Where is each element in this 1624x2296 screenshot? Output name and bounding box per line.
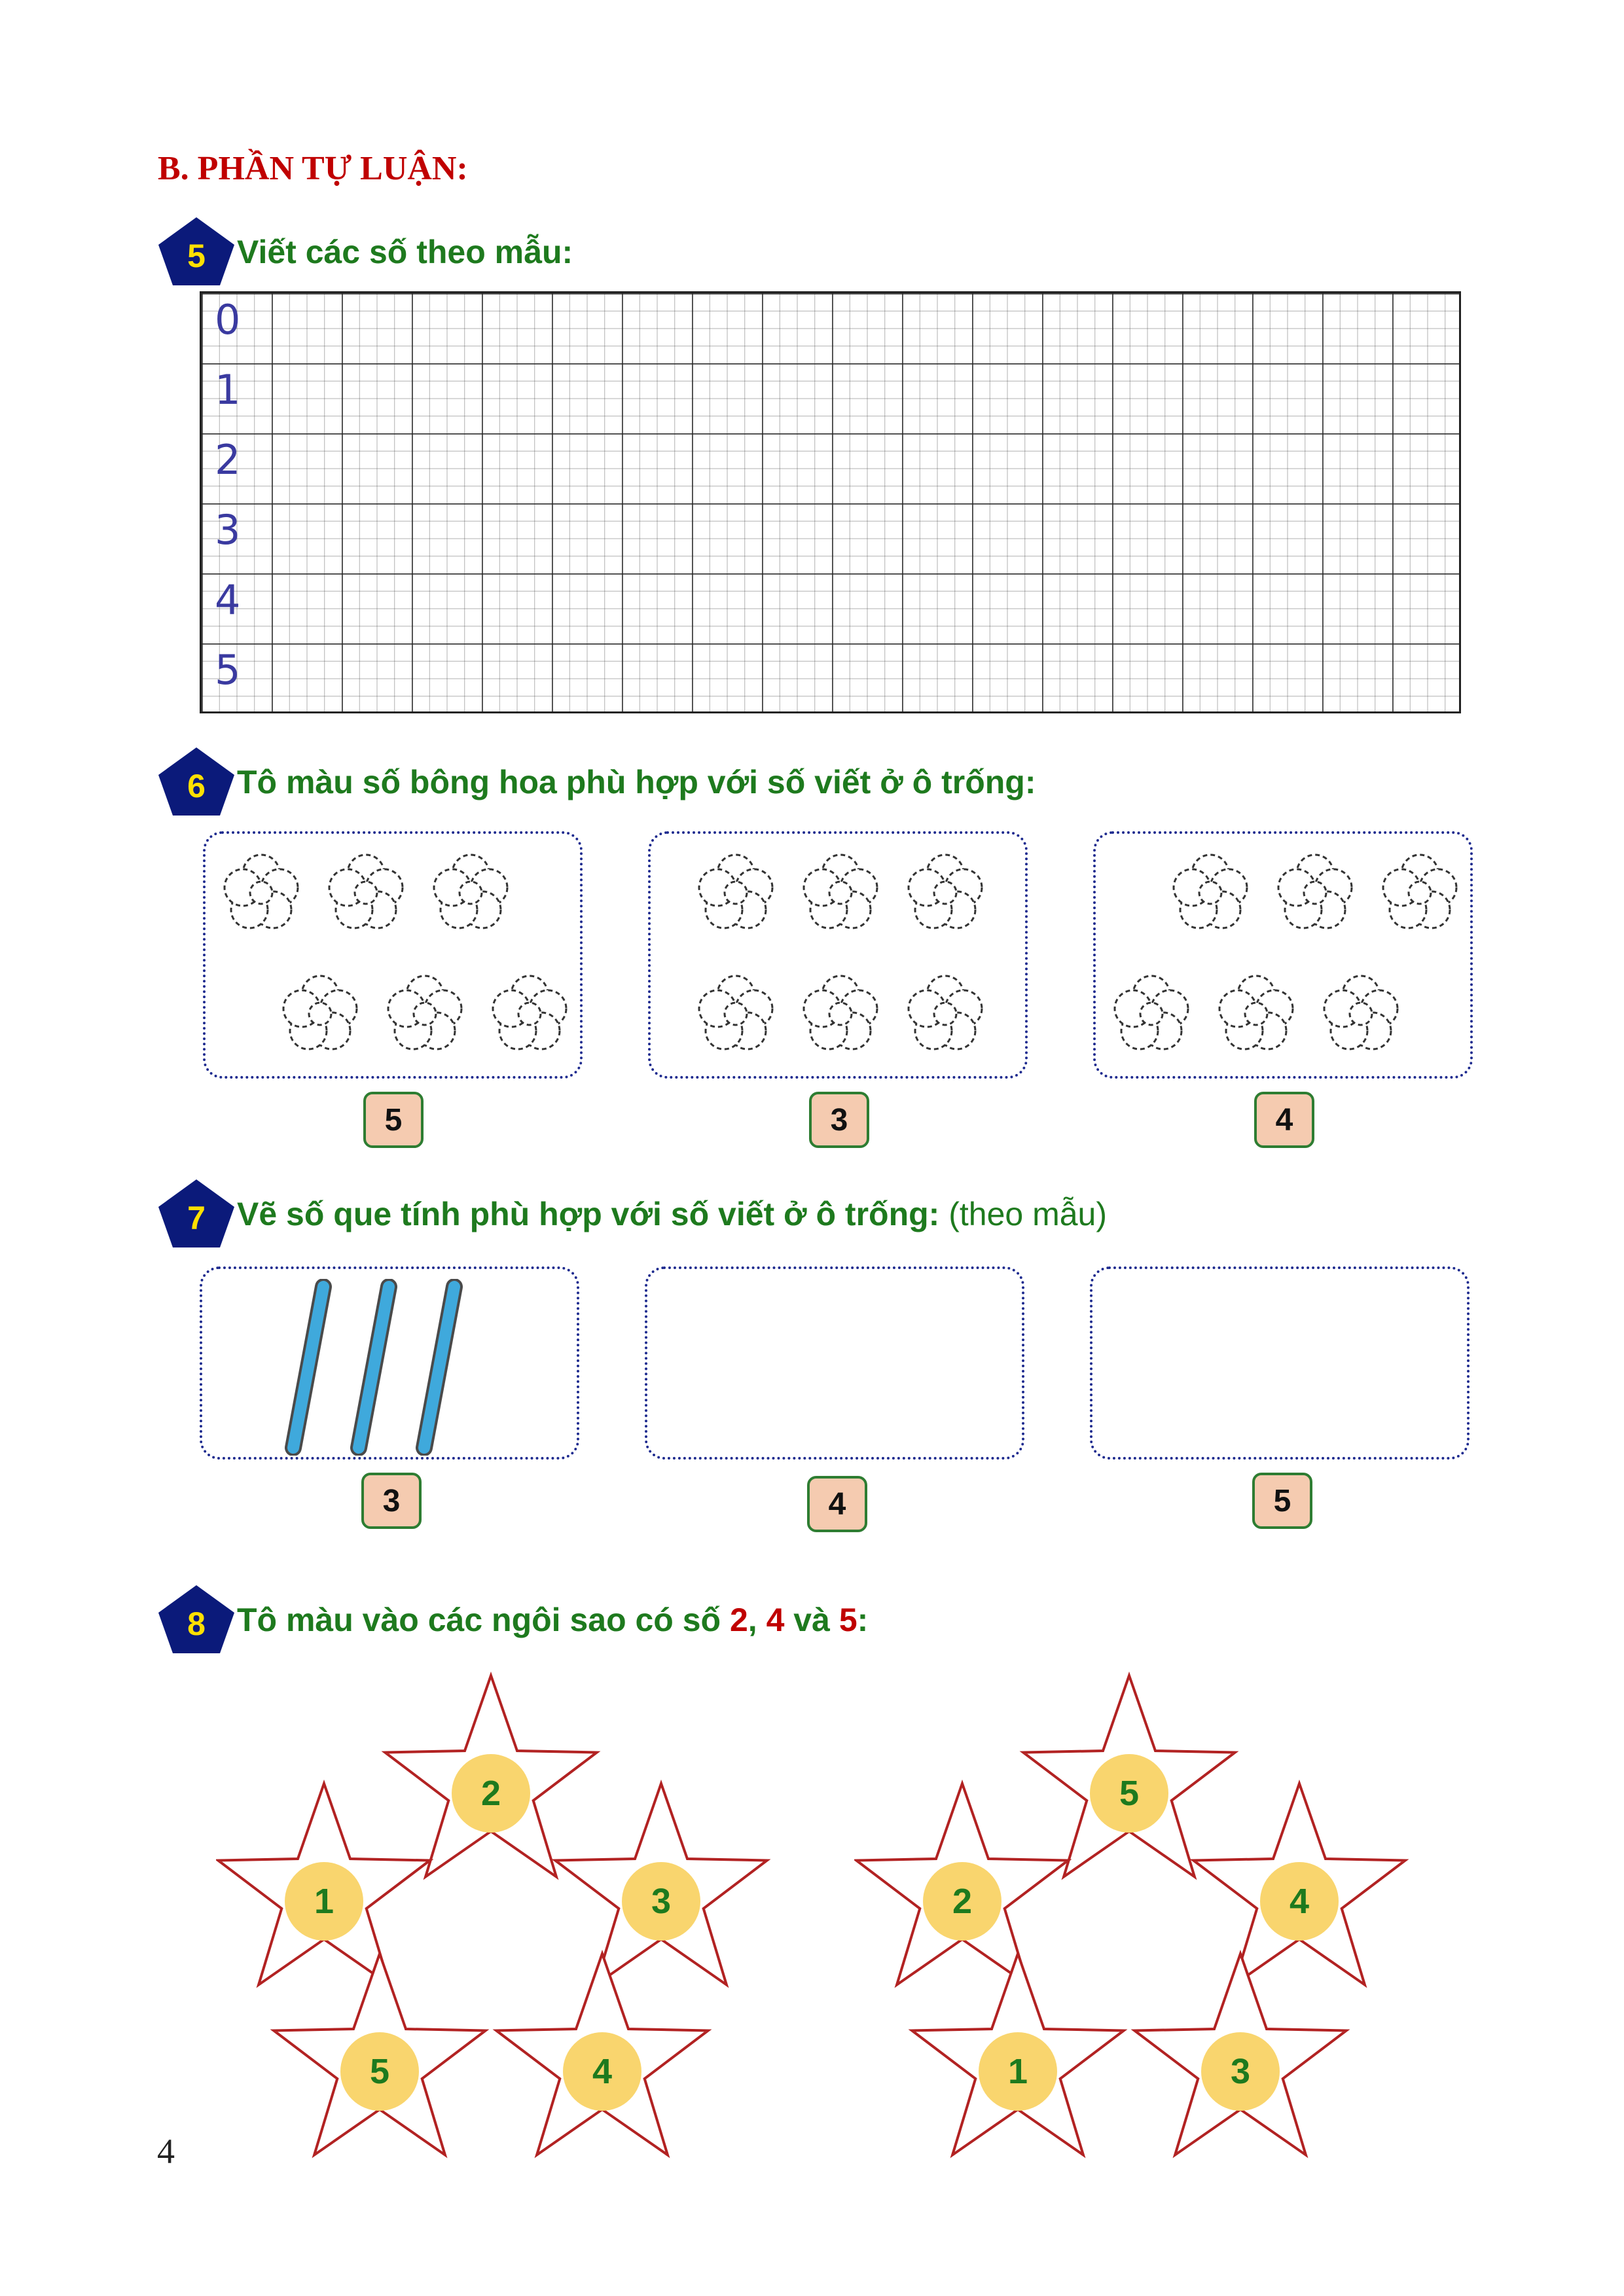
flower-icon [690,968,782,1060]
flower-box-2[interactable] [648,831,1028,1079]
flower-icon [274,968,366,1060]
flower-icon [795,968,886,1060]
flower-box-3[interactable] [1093,831,1473,1079]
section-heading: B. PHẦN TỰ LUẬN: [158,150,468,187]
q8-number-2: 2 [729,1602,748,1638]
flower-icon [379,968,471,1060]
counting-stick-icon [350,1279,399,1456]
flower-icon [1374,847,1466,939]
star-number: 4 [592,2052,613,2091]
stick-count-box: 3 [361,1473,422,1529]
counting-stick-icon [284,1279,333,1456]
star-number: 2 [952,1882,973,1921]
star-number: 3 [1230,2052,1251,2091]
stick-box-2[interactable] [645,1266,1024,1460]
counting-stick-icon [415,1279,464,1456]
q6-label: Tô màu số bông hoa phù hợp với số viết ở ô trống: [237,764,1036,800]
page-number: 4 [157,2132,175,2171]
flower-icon [899,847,991,939]
flower-icon [425,847,516,939]
star-number: 3 [651,1882,672,1921]
flower-icon [1106,968,1197,1060]
q8-number-4: 4 [766,1602,785,1638]
q8-sep1: , [748,1602,767,1638]
sample-digit: 3 [215,506,241,554]
q8-number: 8 [187,1605,206,1642]
flower-count-box: 4 [1254,1092,1314,1148]
flower-icon [1164,847,1256,939]
sample-digit: 5 [215,646,241,694]
sample-digit: 2 [215,436,241,484]
flower-count-box: 3 [809,1092,869,1148]
q7-label-plain: (theo mẫu) [939,1196,1107,1232]
flower-icon [1210,968,1302,1060]
q7-label-bold: Vẽ số que tính phù hợp với số viết ở ô trống: [237,1196,940,1232]
flower-box-1[interactable] [203,831,583,1079]
q6-badge [157,746,236,817]
stick-count-box: 4 [807,1476,867,1532]
q5-badge [157,216,236,287]
stick-box-3[interactable] [1090,1266,1470,1460]
sample-digit: 1 [215,366,241,414]
writing-grid[interactable] [200,291,1461,713]
q8-label [237,1601,868,1639]
star-group-left [216,1636,805,2160]
q6-number: 6 [187,768,206,804]
star-number: 1 [1007,2052,1028,2091]
star-number: 1 [314,1882,334,1921]
q8-number-5: 5 [839,1602,857,1638]
star-number: 5 [369,2052,390,2091]
star-number: 2 [480,1774,501,1813]
q5-number: 5 [187,238,206,274]
flower-icon [795,847,886,939]
flower-icon [690,847,782,939]
star-group-right [854,1636,1443,2160]
flower-icon [1269,847,1361,939]
q8-label-suffix: : [857,1602,869,1638]
q8-label-prefix: Tô màu vào các ngôi sao có số [237,1602,730,1638]
stick-count-box: 5 [1252,1473,1312,1529]
q7-number: 7 [187,1200,206,1236]
flower-icon [215,847,307,939]
star-number: 5 [1119,1774,1140,1813]
flower-count-box: 5 [363,1092,424,1148]
star-number: 4 [1289,1882,1310,1921]
q7-badge [157,1178,236,1249]
flower-icon [484,968,575,1060]
flower-icon [320,847,412,939]
sample-digit: 4 [215,576,241,624]
q7-label [237,1195,1107,1233]
q8-sep2: và [784,1602,839,1638]
stick-box-1[interactable] [200,1266,579,1460]
q5-label: Viết các số theo mẫu: [237,234,573,270]
flower-icon [899,968,991,1060]
sample-digit: 0 [215,296,241,344]
flower-icon [1315,968,1407,1060]
